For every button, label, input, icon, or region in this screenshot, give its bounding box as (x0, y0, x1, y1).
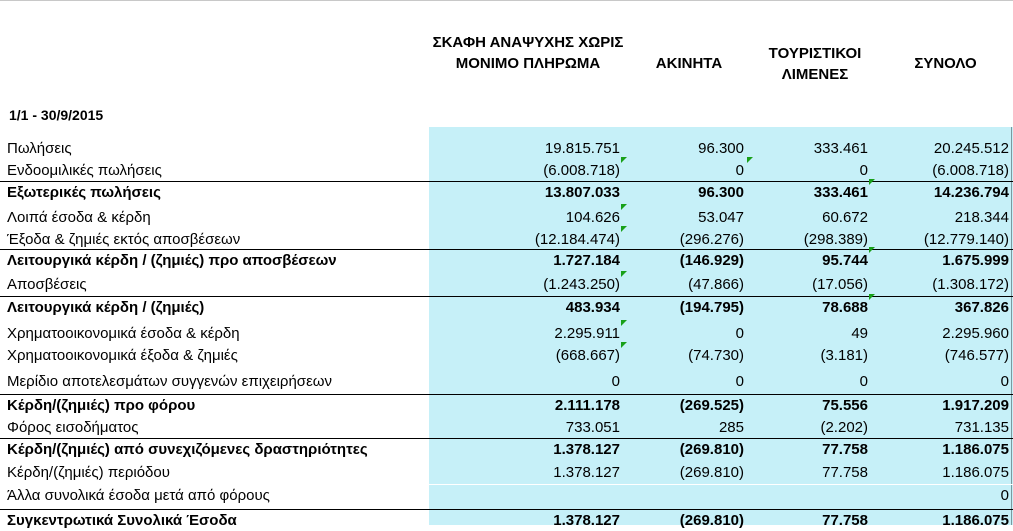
cell-value: (6.008.718) (543, 162, 620, 179)
cell-value: 60.672 (822, 209, 868, 226)
cell-value: 19.815.751 (544, 140, 620, 157)
table-row (0, 249, 1013, 271)
cell-value: (1.308.172) (932, 276, 1009, 293)
table-row (0, 416, 1013, 438)
table-row (0, 137, 1013, 159)
row-rule (0, 181, 1013, 182)
cell-value: 333.461 (813, 184, 868, 201)
row-label: Αποσβέσεις (7, 276, 87, 293)
cell-value: 53.047 (698, 209, 744, 226)
cell-comment-marker (621, 204, 627, 210)
column-header-total: ΣΥΝΟΛΟ (914, 55, 977, 72)
table-row (0, 370, 1013, 392)
cell-value: 49 (851, 325, 868, 342)
row-label: Συγκεντρωτικά Συνολικά Έσοδα (7, 512, 237, 529)
cell-comment-marker (747, 157, 753, 163)
cell-value: (1.243.250) (543, 276, 620, 293)
cell-value: 1.186.075 (942, 464, 1009, 481)
cell-value: 0 (1000, 373, 1009, 390)
cell-value: 2.111.178 (554, 397, 620, 414)
cell-value: (12.184.474) (534, 231, 620, 248)
cell-value: 731.135 (954, 419, 1009, 436)
row-label: Εξωτερικές πωλήσεις (7, 184, 161, 201)
cell-value: (269.810) (679, 512, 744, 529)
row-label: Χρηματοοικονομικά έσοδα & κέρδη (7, 325, 240, 342)
cell-comment-marker (869, 247, 875, 253)
table-row (0, 484, 1013, 506)
table-row (0, 394, 1013, 416)
cell-value: 96.300 (698, 140, 744, 157)
cell-value: (194.795) (679, 299, 744, 316)
column-header-leisure-boats: ΣΚΑΦΗ ΑΝΑΨΥΧΗΣ ΧΩΡΙΣ ΜΟΝΙΜΟ ΠΛΗΡΩΜΑ (432, 34, 624, 72)
row-rule (0, 296, 1013, 297)
cell-comment-marker (621, 342, 627, 348)
cell-value: 367.826 (954, 299, 1009, 316)
table-row (0, 509, 1013, 531)
cell-value: 14.236.794 (933, 184, 1009, 201)
table-row (0, 322, 1013, 344)
cell-value: (298.389) (803, 231, 868, 248)
cell-value: 96.300 (698, 184, 744, 201)
row-label: Κέρδη/(ζημιές) περιόδου (7, 464, 170, 481)
row-rule (0, 249, 1013, 250)
cell-comment-marker (869, 179, 875, 185)
cell-value: (3.181) (820, 347, 868, 364)
table-row (0, 296, 1013, 318)
cell-comment-marker (869, 294, 875, 300)
table-row (0, 461, 1013, 483)
table-row (0, 273, 1013, 295)
cell-value: 95.744 (822, 252, 868, 269)
cell-comment-marker (621, 226, 627, 232)
cell-value: 1.727.184 (553, 252, 620, 269)
table-row (0, 181, 1013, 203)
cell-value: 1.186.075 (942, 512, 1009, 529)
cell-value: (296.276) (679, 231, 744, 248)
cell-value: 1.186.075 (942, 441, 1009, 458)
table-row (0, 206, 1013, 228)
cell-value: (146.929) (679, 252, 744, 269)
cell-value: 285 (718, 419, 744, 436)
row-rule (0, 438, 1013, 439)
cell-value: 2.295.911 (554, 325, 620, 342)
cell-value: 2.295.960 (942, 325, 1009, 342)
cell-value: 75.556 (822, 397, 868, 414)
cell-value: 218.344 (954, 209, 1009, 226)
cell-value: 77.758 (822, 441, 868, 458)
row-label: Λειτουργικά κέρδη / (ζημιές) (7, 299, 205, 316)
table-row (0, 159, 1013, 181)
cell-value: 77.758 (822, 464, 868, 481)
row-rule (0, 394, 1013, 395)
cell-value: 104.626 (565, 209, 620, 226)
cell-value: 0 (1000, 487, 1009, 504)
cell-value: 1.378.127 (553, 464, 620, 481)
cell-value: (668.667) (555, 347, 620, 364)
band-divider (429, 126, 1013, 127)
cell-value: 1.917.209 (942, 397, 1009, 414)
row-label: Φόρος εισοδήματος (7, 419, 139, 436)
cell-value: 0 (859, 162, 868, 179)
row-label: Κέρδη/(ζημιές) προ φόρου (7, 397, 196, 414)
row-label: Λειτουργικά κέρδη / (ζημιές) προ αποσβέσεων (7, 252, 337, 269)
cell-value: 20.245.512 (933, 140, 1009, 157)
cell-comment-marker (621, 320, 627, 326)
cell-value: (269.810) (679, 464, 744, 481)
cell-comment-marker (621, 271, 627, 277)
row-label: Λοιπά έσοδα & κέρδη (7, 209, 151, 226)
cell-value: 0 (859, 373, 868, 390)
cell-value: 0 (735, 325, 744, 342)
table-row (0, 228, 1013, 250)
cell-value: (6.008.718) (932, 162, 1009, 179)
cell-value: 1.378.127 (553, 512, 620, 529)
cell-value: 0 (611, 373, 620, 390)
cell-value: 77.758 (822, 512, 868, 529)
column-header-real-estate: ΑΚΙΝΗΤΑ (655, 55, 723, 72)
cell-value: (269.810) (679, 441, 744, 458)
cell-value: 13.807.033 (544, 184, 620, 201)
row-rule (0, 509, 1013, 510)
cell-value: 1.378.127 (553, 441, 620, 458)
cell-value: (12.779.140) (923, 231, 1009, 248)
top-border (0, 0, 1013, 1)
cell-value: (746.577) (944, 347, 1009, 364)
row-label: Έξοδα & ζημιές εκτός αποσβέσεων (7, 231, 241, 248)
cell-value: 0 (735, 162, 744, 179)
cell-comment-marker (621, 157, 627, 163)
cell-value: (17.056) (812, 276, 868, 293)
row-label: Χρηματοοικονομικά έξοδα & ζημιές (7, 347, 238, 364)
cell-value: (2.202) (820, 419, 868, 436)
cell-value: 0 (735, 373, 744, 390)
column-header-marinas: ΤΟΥΡΙΣΤΙΚΟΙ ΛΙΜΕΝΕΣ (768, 45, 862, 83)
cell-value: 733.051 (565, 419, 620, 436)
cell-value: 483.934 (565, 299, 620, 316)
cell-value: (269.525) (679, 397, 744, 414)
cell-value: 78.688 (822, 299, 868, 316)
period-label: 1/1 - 30/9/2015 (9, 107, 104, 123)
cell-value: 333.461 (813, 140, 868, 157)
table-row (0, 438, 1013, 460)
row-label: Ενδοομιλικές πωλήσεις (7, 162, 162, 179)
table-row (0, 344, 1013, 366)
row-label: Μερίδιο αποτελεσμάτων συγγενών επιχειρήσεων (7, 373, 332, 390)
cell-value: (74.730) (688, 347, 744, 364)
row-label: Κέρδη/(ζημιές) από συνεχιζόμενες δραστηριότητες (7, 441, 368, 458)
cell-value: 1.675.999 (942, 252, 1009, 269)
cell-value: (47.866) (688, 276, 744, 293)
row-label: Πωλήσεις (7, 140, 72, 157)
row-label: Άλλα συνολικά έσοδα μετά από φόρους (7, 487, 270, 504)
